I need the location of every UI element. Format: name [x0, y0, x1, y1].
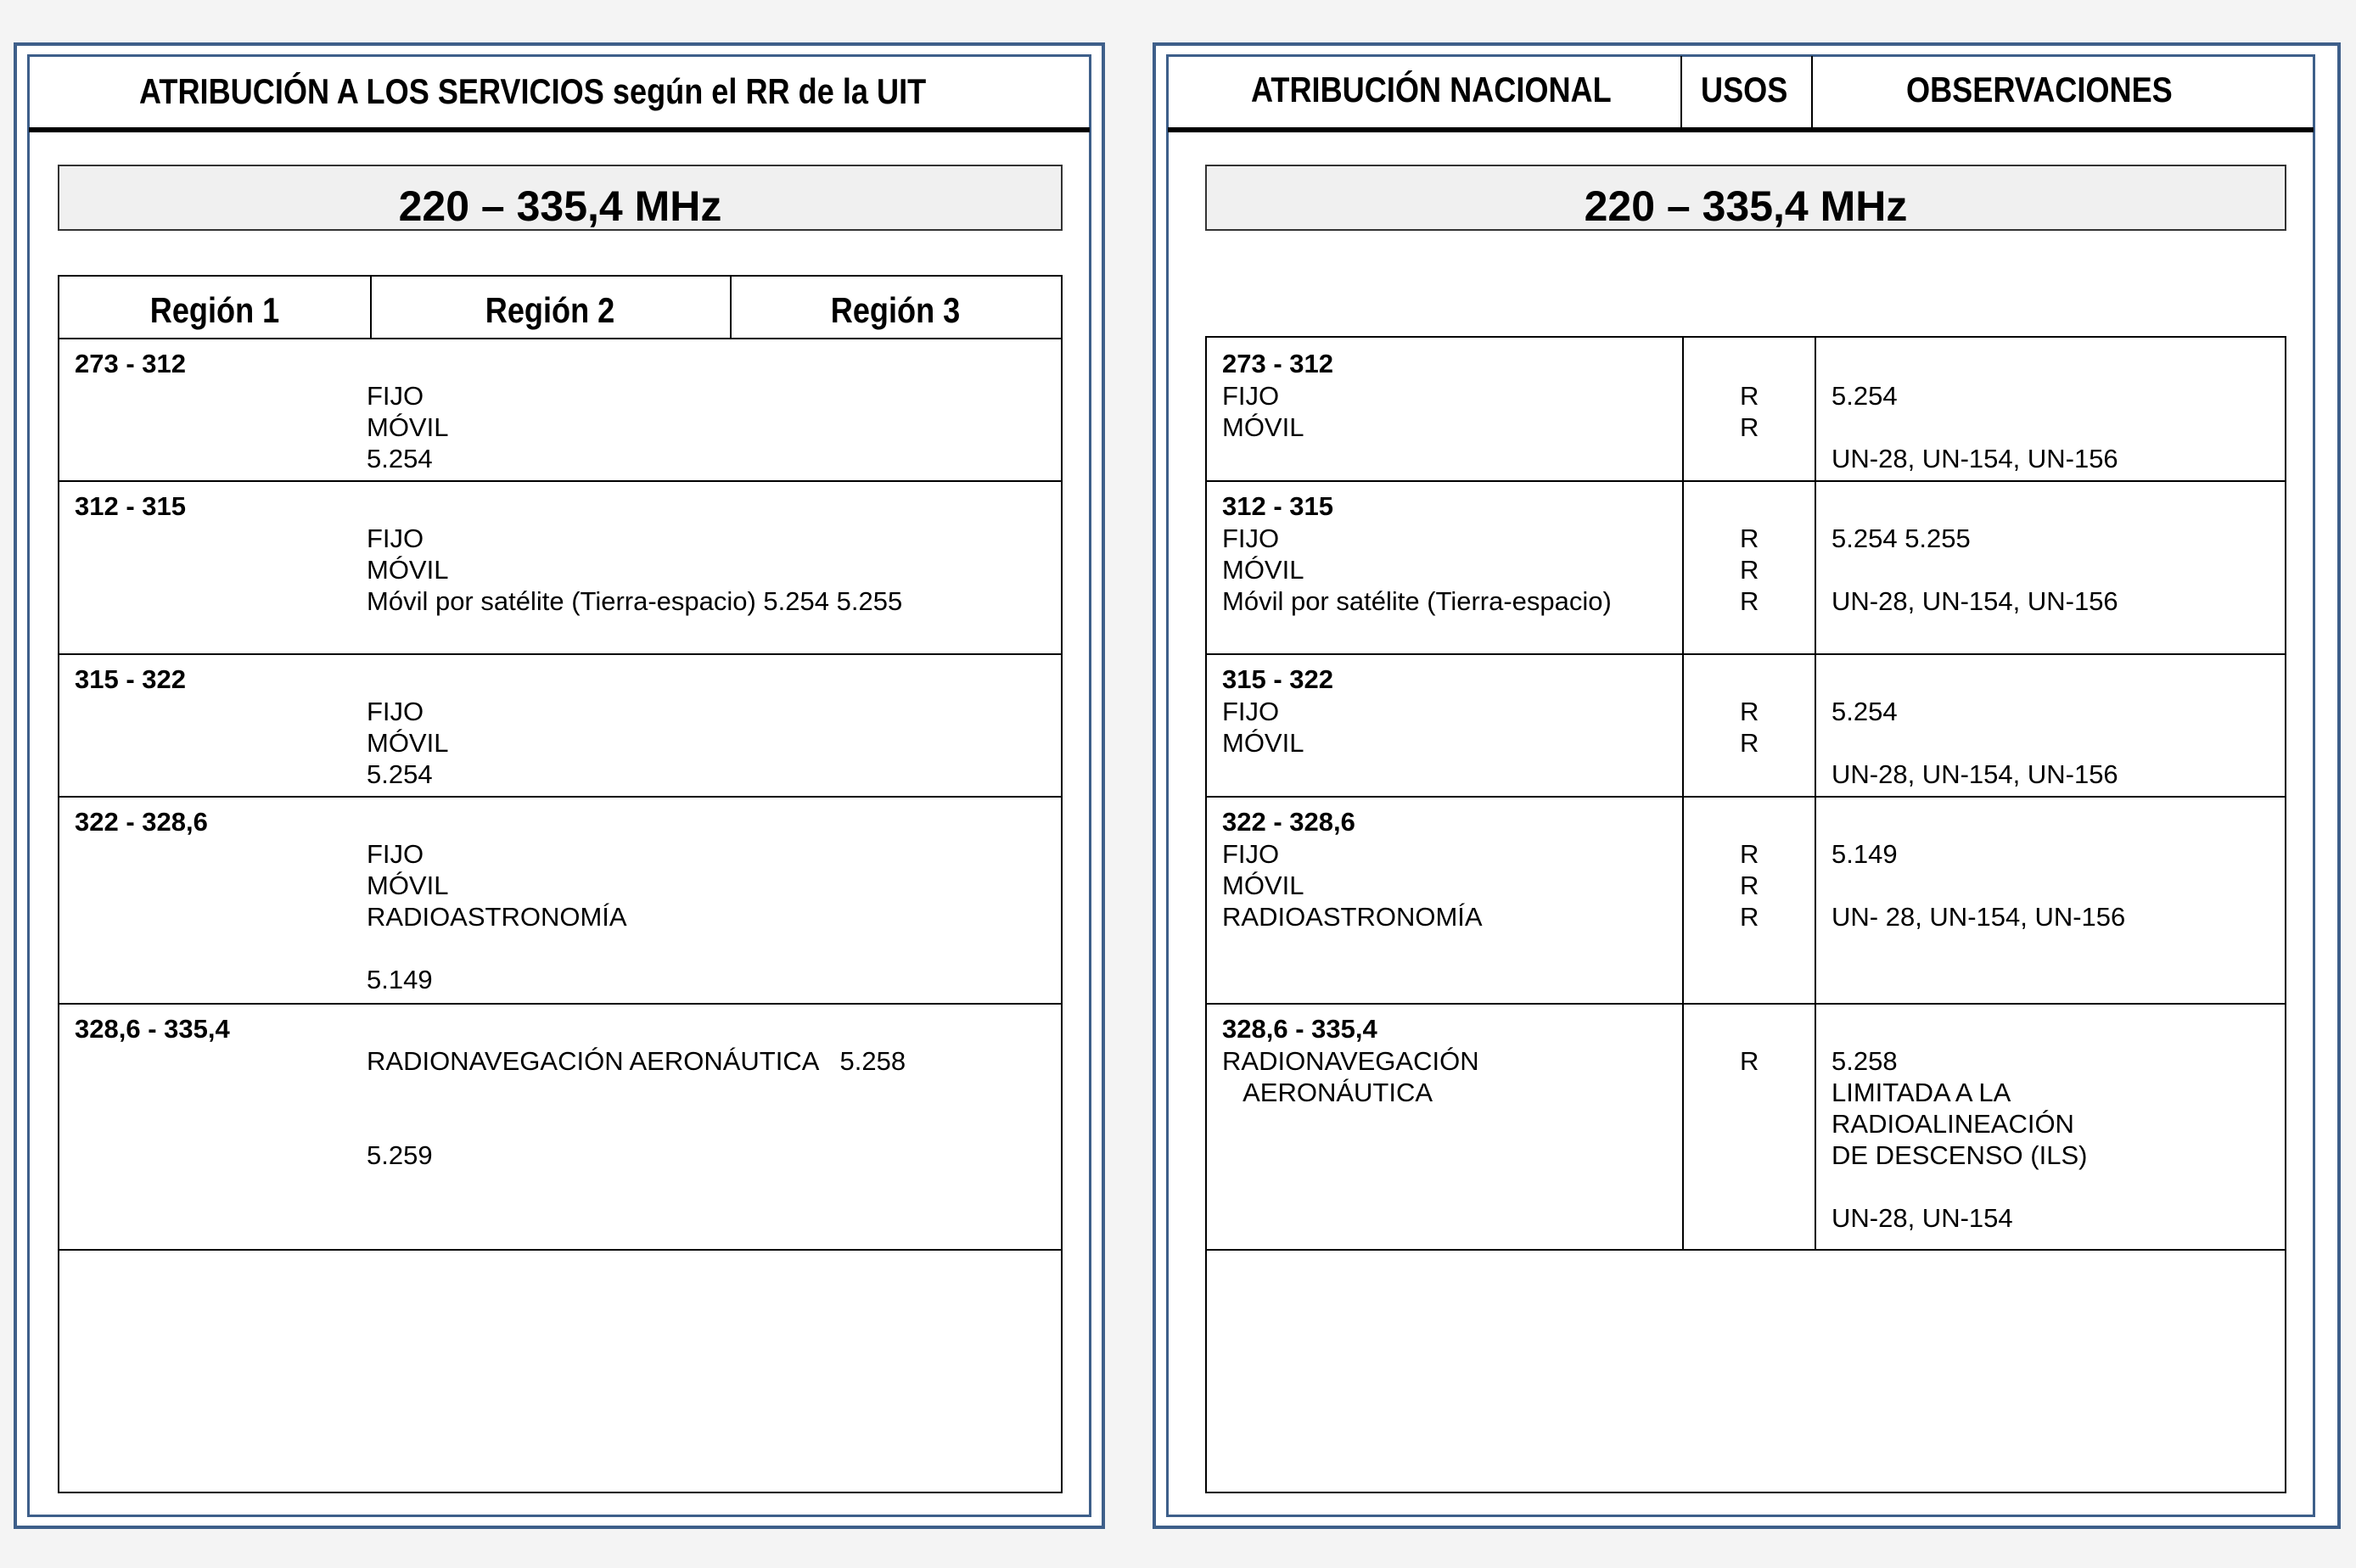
region-1-label: Región 1	[149, 290, 280, 330]
right-row-uso: R	[1740, 902, 1759, 932]
right-row-service: FIJO	[1222, 524, 1280, 553]
left-row-service: MÓVIL	[367, 728, 449, 758]
left-row-service: MÓVIL	[367, 412, 449, 442]
right-row-service: MÓVIL	[1222, 555, 1304, 585]
left-row-range: 322 - 328,6	[75, 807, 208, 837]
right-table	[1205, 336, 2286, 1493]
right-row-service: MÓVIL	[1222, 728, 1304, 758]
right-row-service: Móvil por satélite (Tierra-espacio)	[1222, 586, 1612, 616]
left-row-service: FIJO	[367, 697, 424, 726]
right-row-obs: UN-28, UN-154, UN-156	[1832, 759, 2118, 789]
right-row-service: MÓVIL	[1222, 871, 1304, 900]
right-row-range: 312 - 315	[1222, 491, 1333, 521]
left-region-header	[59, 277, 1061, 338]
right-row-obs: LIMITADA A LA	[1832, 1078, 2011, 1107]
left-table	[58, 275, 1063, 1493]
left-row-service: MÓVIL	[367, 871, 449, 900]
left-row-service: FIJO	[367, 524, 424, 553]
right-row-service: FIJO	[1222, 697, 1280, 726]
right-row-service: AERONÁUTICA	[1222, 1078, 1433, 1107]
left-row-footnote: 5.254	[367, 444, 433, 473]
left-row-footnote: 5.149	[367, 965, 433, 994]
right-row-service: RADIONAVEGACIÓN	[1222, 1046, 1479, 1076]
right-header-rule	[1168, 127, 2314, 132]
right-row-service: FIJO	[1222, 839, 1280, 869]
right-row-obs: 5.254 5.255	[1832, 524, 1971, 553]
right-row-uso: R	[1740, 728, 1759, 758]
left-row-service: MÓVIL	[367, 555, 449, 585]
right-row-uso: R	[1740, 381, 1759, 411]
left-band-label: 220 – 335,4 MHz	[398, 182, 722, 230]
right-row-uso: R	[1740, 871, 1759, 900]
right-row-service: RADIOASTRONOMÍA	[1222, 902, 1483, 932]
right-row-uso: R	[1740, 524, 1759, 553]
right-row-uso: R	[1740, 412, 1759, 442]
left-row-service: FIJO	[367, 381, 424, 411]
col-observaciones: OBSERVACIONES	[1906, 70, 2173, 109]
col-usos: USOS	[1701, 70, 1788, 109]
right-row-obs: 5.254	[1832, 381, 1898, 411]
left-row-service: Móvil por satélite (Tierra-espacio) 5.254 5.255	[367, 586, 903, 616]
left-row-range: 312 - 315	[75, 491, 186, 521]
left-row-range: 315 - 322	[75, 664, 186, 694]
right-band-label: 220 – 335,4 MHz	[1584, 182, 1908, 230]
right-row-range: 315 - 322	[1222, 664, 1333, 694]
right-row-obs: 5.258	[1832, 1046, 1898, 1076]
right-row-service: FIJO	[1222, 381, 1280, 411]
right-row-uso: R	[1740, 555, 1759, 585]
right-row-uso: R	[1740, 839, 1759, 869]
left-row-range: 273 - 312	[75, 349, 186, 378]
right-row-range: 322 - 328,6	[1222, 807, 1355, 837]
right-row-range: 328,6 - 335,4	[1222, 1014, 1377, 1044]
left-row-footnote: 5.259	[367, 1140, 433, 1170]
left-row-footnote: 5.254	[367, 759, 433, 789]
right-band-title	[1205, 165, 2286, 231]
left-row-service: RADIONAVEGACIÓN AERONÁUTICA 5.258	[367, 1046, 906, 1076]
left-row-service: RADIOASTRONOMÍA	[367, 902, 627, 932]
left-header-title: ATRIBUCIÓN A LOS SERVICIOS según el RR de la UIT	[139, 71, 927, 111]
right-row-obs: RADIOALINEACIÓN	[1832, 1109, 2074, 1139]
right-row-obs: UN-28, UN-154	[1832, 1203, 2013, 1233]
left-row-range: 328,6 - 335,4	[75, 1014, 230, 1044]
right-row-obs: 5.149	[1832, 839, 1898, 869]
right-row-obs: UN-28, UN-154, UN-156	[1832, 444, 2118, 473]
left-header-rule	[29, 127, 1090, 132]
right-row-uso: R	[1740, 697, 1759, 726]
region-3-label: Región 3	[830, 290, 961, 330]
col-atribucion-nacional: ATRIBUCIÓN NACIONAL	[1251, 70, 1612, 109]
right-row-service: MÓVIL	[1222, 412, 1304, 442]
region-2-label: Región 2	[485, 290, 615, 330]
right-row-obs: UN- 28, UN-154, UN-156	[1832, 902, 2126, 932]
right-row-uso: R	[1740, 586, 1759, 616]
left-row-service: FIJO	[367, 839, 424, 869]
left-band-title	[58, 165, 1063, 231]
right-row-range: 273 - 312	[1222, 349, 1333, 378]
right-row-uso: R	[1740, 1046, 1759, 1076]
right-header-row	[1168, 56, 2314, 131]
right-row-obs: DE DESCENSO (ILS)	[1832, 1140, 2088, 1170]
right-row-obs: 5.254	[1832, 697, 1898, 726]
right-row-obs: UN-28, UN-154, UN-156	[1832, 586, 2118, 616]
